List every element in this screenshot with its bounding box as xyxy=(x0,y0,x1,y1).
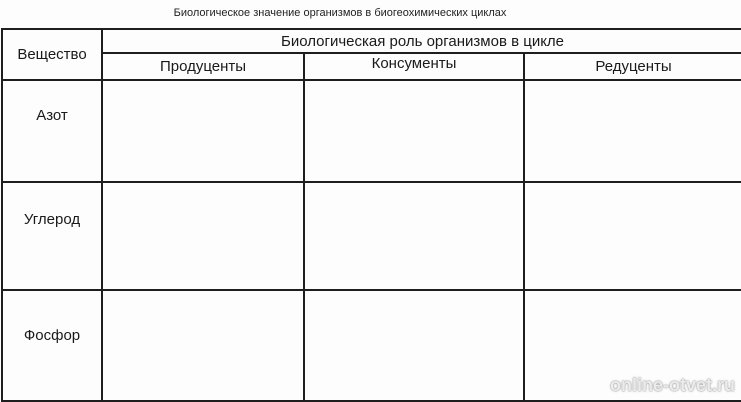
table-cell[interactable] xyxy=(102,80,304,182)
data-table xyxy=(1,28,741,402)
substance-header-cell xyxy=(2,29,102,80)
table-cell[interactable] xyxy=(524,182,741,290)
column-header-label: Продуценты xyxy=(159,58,247,75)
column-header-label: Консументы xyxy=(371,55,457,72)
table-cell[interactable] xyxy=(102,290,304,401)
row-label-carbon: Углерод xyxy=(23,211,81,228)
row-label-cell-carbon xyxy=(2,182,102,290)
watermark: online-otvet.ru xyxy=(610,375,735,395)
table-cell[interactable] xyxy=(304,80,524,182)
row-label-cell-phosphorus xyxy=(2,290,102,401)
substance-header: Вещество xyxy=(17,46,87,63)
column-header-label: Редуценты xyxy=(595,58,672,75)
role-header-cell xyxy=(102,29,741,53)
row-label-nitrogen: Азот xyxy=(36,107,68,124)
table-cell[interactable] xyxy=(524,80,741,182)
column-header-producers xyxy=(102,53,304,80)
column-header-decomposers xyxy=(524,53,741,80)
row-label-cell-nitrogen xyxy=(2,80,102,182)
table-cell[interactable] xyxy=(102,182,304,290)
role-header: Биологическая роль организмов в цикле xyxy=(280,32,565,50)
table-cell[interactable] xyxy=(304,290,524,401)
page-title: Биологическое значение организмов в биогеохимических циклах xyxy=(173,7,507,19)
row-label-phosphorus: Фосфор xyxy=(23,327,81,344)
table-cell[interactable] xyxy=(304,182,524,290)
column-header-consumers xyxy=(304,53,524,80)
